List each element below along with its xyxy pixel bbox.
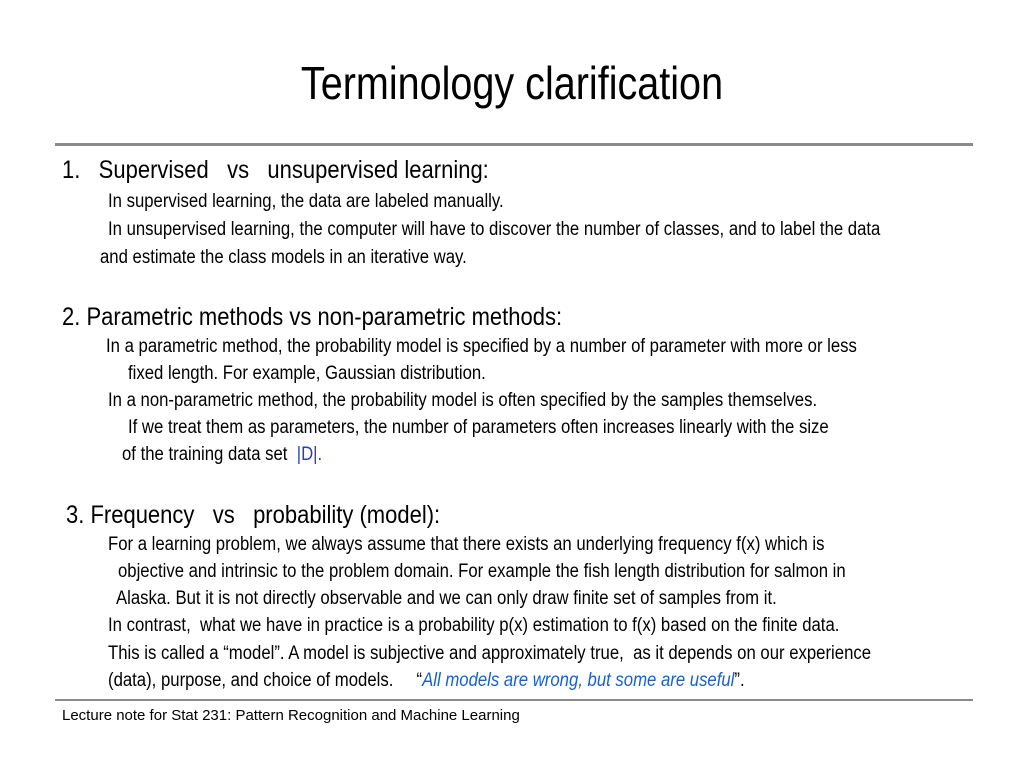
section-3-line-3: Alaska. But it is not directly observable and we can only draw finite set of samples from it. (116, 588, 777, 609)
footer-divider (55, 699, 973, 701)
footer-text: Lecture note for Stat 231: Pattern Recognition and Machine Learning (62, 707, 520, 724)
section-2-line-1: In a parametric method, the probability model is specified by a number of parameter with more or less (106, 336, 857, 357)
section-3-line-6 (108, 669, 745, 693)
dataset-size-period: . (317, 444, 323, 465)
section-2-heading: 2. Parametric methods vs non-parametric methods: (62, 303, 563, 331)
box-quote: All models are wrong, but some are useful (422, 670, 735, 691)
section-3-line-4: In contrast, what we have in practice is a probability p(x) estimation to f(x) based on the finite data. (108, 615, 840, 636)
section-3-line-5: This is called a “model”. A model is subjective and approximately true, as it depends on our experience (108, 643, 872, 664)
section-1-line-3: and estimate the class models in an iterative way. (100, 247, 467, 268)
section-3-line-2: objective and intrinsic to the problem domain. For example the fish length distribution for salmon in (118, 561, 846, 582)
title-divider (55, 143, 973, 146)
section-2-line-2: fixed length. For example, Gaussian distribution. (128, 363, 486, 384)
section-1-heading: 1. Supervised vs unsupervised learning: (62, 156, 489, 184)
section-1-line-2: In unsupervised learning, the computer will have to discover the number of classes, and to label the data (108, 219, 881, 240)
section-3-heading: 3. Frequency vs probability (model): (66, 501, 441, 529)
section-2-line-5 (122, 443, 322, 467)
section-2-line-4: If we treat them as parameters, the number of parameters often increases linearly with the size (128, 417, 829, 438)
section-3-line-1: For a learning problem, we always assume that there exists an underlying frequency f(x) which is (108, 534, 825, 555)
section-2-line-5-text: of the training data set (122, 444, 297, 465)
section-3-line-6-text: (data), purpose, and choice of models. “ (108, 670, 423, 691)
box-quote-close: ”. (734, 670, 745, 691)
dataset-size-symbol: |D| (296, 444, 318, 465)
section-1-line-1: In supervised learning, the data are labeled manually. (108, 191, 504, 212)
slide-title: Terminology clarification (300, 57, 724, 109)
section-2-line-3: In a non-parametric method, the probability model is often specified by the samples themselves. (108, 390, 818, 411)
